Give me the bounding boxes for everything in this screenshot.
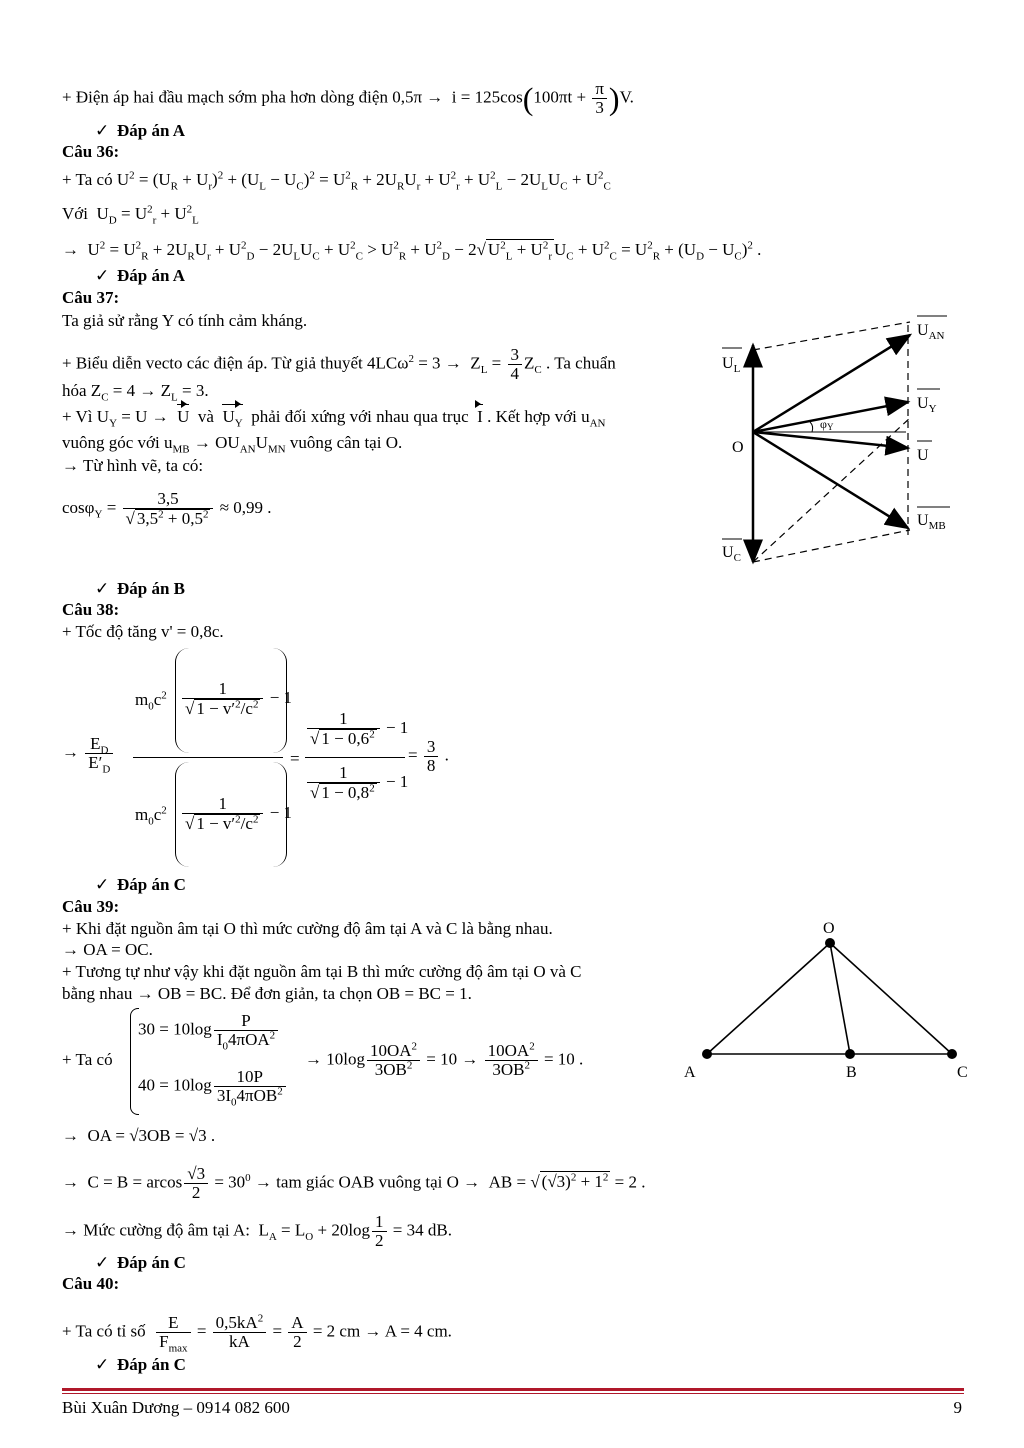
- q36-line-3: → $U^2 = U^2_R + 2U_RU_r + U^2_D - 2U_LU_C + U^2_C > U^2_R + U^2_D - 2√$ $U^2_L + U^2_r$ $U_C + U^2_C = U^2_R + (U_D - U_C)^2$ .: [62, 239, 762, 263]
- q38-right-num: $\frac{1}{√ 1 - 0,6^2}$ − 1: [305, 710, 408, 748]
- q37-line-3: hóa $Z_C = 4 \to Z_L = 3$.: [62, 381, 209, 404]
- triangle-diagram-39: [670, 910, 980, 1100]
- q36-line-1: + Ta có $U^2 = (U_R + U_r)^2 + (U_L - U_C)^2 = U^2_R + 2U_RU_r + U^2_r + U^2_L - 2U_LU_C + U^2_C$: [62, 169, 611, 193]
- q37-line-7: cosφ$_Y$ = $\frac{3,5}{√ 3,5^2 + 0,5^2}$ ≈ 0,99 .: [62, 489, 272, 528]
- page-number: 9: [953, 1398, 962, 1417]
- label-o: O: [823, 920, 835, 937]
- q38-num-inner: $\frac{1}{√ 1 - v'^2/c^2}$ − 1: [180, 680, 292, 718]
- q38-den-paren: [175, 762, 287, 867]
- question-40-title: Câu 40:: [62, 1274, 120, 1293]
- question-38-title: Câu 38:: [62, 600, 120, 619]
- q38-den-inner: $\frac{1}{√ 1 - v'^2/c^2}$ − 1: [180, 795, 292, 833]
- q38-numerator: $m_0c^2$: [135, 689, 167, 713]
- q38-result: = $\frac{3}{8}$ .: [408, 737, 449, 775]
- q37-line-2: + Biểu diễn vecto các điện áp. Từ giả thuyết $4LC\omega^2 = 3 \to Z_L$ = $\frac{3}{4}$ $Z_C$ . Ta chuẩn: [62, 345, 616, 383]
- q39-line-6: → C = B = arcos $\frac{√3}{2}$ = $30^0$ → tam giác OAB vuông tại O → AB = √ $(√3)^2 + 1^2 = 2$ .: [62, 1164, 646, 1202]
- point-b: [845, 1049, 855, 1059]
- q36-line-2: Với $U_D = U^2_r + U^2_L$: [62, 203, 199, 227]
- footer-rule-thin: [62, 1393, 964, 1394]
- q39-line-2: → OA = OC.: [62, 940, 153, 959]
- answer-38: ✓ Đáp án C: [95, 875, 186, 894]
- label-a: A: [684, 1064, 696, 1081]
- q39-ta-co: + Ta có: [62, 1050, 113, 1069]
- answer-40: ✓ Đáp án C: [95, 1355, 186, 1374]
- q38-line-1: + Tốc độ tăng v' = 0,8c.: [62, 622, 224, 641]
- question-36-title: Câu 36:: [62, 142, 120, 161]
- q38-equals: =: [290, 749, 300, 768]
- label-b: B: [846, 1064, 857, 1081]
- q37-line-6: → Từ hình vẽ, ta có:: [62, 456, 204, 475]
- q37-line-1: Ta giả sử rằng Y có tính cảm kháng.: [62, 311, 308, 330]
- q39-line-1: + Khi đặt nguồn âm tại O thì mức cường độ âm tại A và C là bằng nhau.: [62, 919, 553, 938]
- q38-right-fraction-bar: [305, 757, 405, 758]
- label-phiy: φY: [820, 417, 834, 432]
- q37-line-4: + Vì $U_Y = U \to U$ và $U_Y$ phải đối xứng với nhau qua trục I . Kết hợp với $u_{AN}$: [62, 407, 606, 430]
- q39-system-eq2: 40 = 10log $\frac{10P}{3I_04\pi OB^2}$: [138, 1068, 288, 1105]
- label-c: C: [957, 1064, 968, 1081]
- q39-line-3: + Tương tự như vậy khi đặt nguồn âm tại B thì mức cường độ âm tại O và C: [62, 962, 582, 981]
- label-uc: $U_C$: [722, 544, 741, 564]
- point-a: [702, 1049, 712, 1059]
- answer-39: ✓ Đáp án C: [95, 1253, 186, 1272]
- label-uan: $U_{AN}$: [917, 322, 945, 342]
- q39-line-5: → OA = √3OB = √3 .: [62, 1126, 216, 1145]
- label-uy: $U_Y$: [917, 395, 937, 415]
- q38-equation: → $\frac{E_D}{E'_D}$: [62, 735, 115, 772]
- question-37-title: Câu 37:: [62, 288, 120, 307]
- question-39-title: Câu 39:: [62, 897, 120, 916]
- q39-line-7: → Mức cường độ âm tại A: $L_A = L_O + 20\log$ $\frac{1}{2}$ = 34 dB.: [62, 1212, 452, 1250]
- q38-num-paren: [175, 648, 287, 753]
- label-ul: $U_L$: [722, 355, 741, 375]
- q35-result-line: + Điện áp hai đầu mạch sớm pha hơn dòng điện 0,5π → i = 125cos(100πt + $\frac{\pi}{3}$ )V.: [62, 79, 634, 117]
- answer-37: ✓ Đáp án B: [95, 579, 186, 598]
- point-c: [947, 1049, 957, 1059]
- label-o: O: [732, 439, 744, 456]
- answer-35: ✓ Đáp án A: [95, 121, 186, 140]
- q37-line-5: vuông góc với $u_{MB} \to OU_{AN}U_{MN}$ vuông cân tại O.: [62, 433, 403, 456]
- q39-system-result: → 10log $\frac{10OA^2}{3OB^2}$ = 10 → $\frac{10OA^2}{3OB^2}$ = 10 .: [305, 1040, 584, 1079]
- q38-main-fraction-bar: [133, 757, 283, 758]
- q38-right-den: $\frac{1}{√ 1 - 0,8^2}$ − 1: [305, 764, 408, 802]
- phasor-diagram-37: [700, 310, 970, 590]
- answer-36: ✓ Đáp án A: [95, 266, 186, 285]
- footer-rule-thick: [62, 1388, 964, 1391]
- q38-denominator: $m_0c^2$: [135, 804, 167, 828]
- q39-system-eq1: 30 = 10log $\frac{P}{I_04\pi OA^2}$: [138, 1012, 280, 1049]
- footer-author: Bùi Xuân Dương – 0914 082 600: [62, 1398, 290, 1417]
- label-umb: $U_{MB}$: [917, 512, 946, 532]
- label-u: U: [917, 447, 929, 464]
- q40-line-1: + Ta có tỉ số $\frac{E}{F_{max}}$ = $\frac{0,5kA^2}{kA}$ = $\frac{A}{2}$ = 2 cm → A = 4 cm.: [62, 1312, 452, 1355]
- q39-line-4: bằng nhau → OB = BC. Để đơn giản, ta chọn OB = BC = 1.: [62, 984, 472, 1003]
- point-o: [825, 938, 835, 948]
